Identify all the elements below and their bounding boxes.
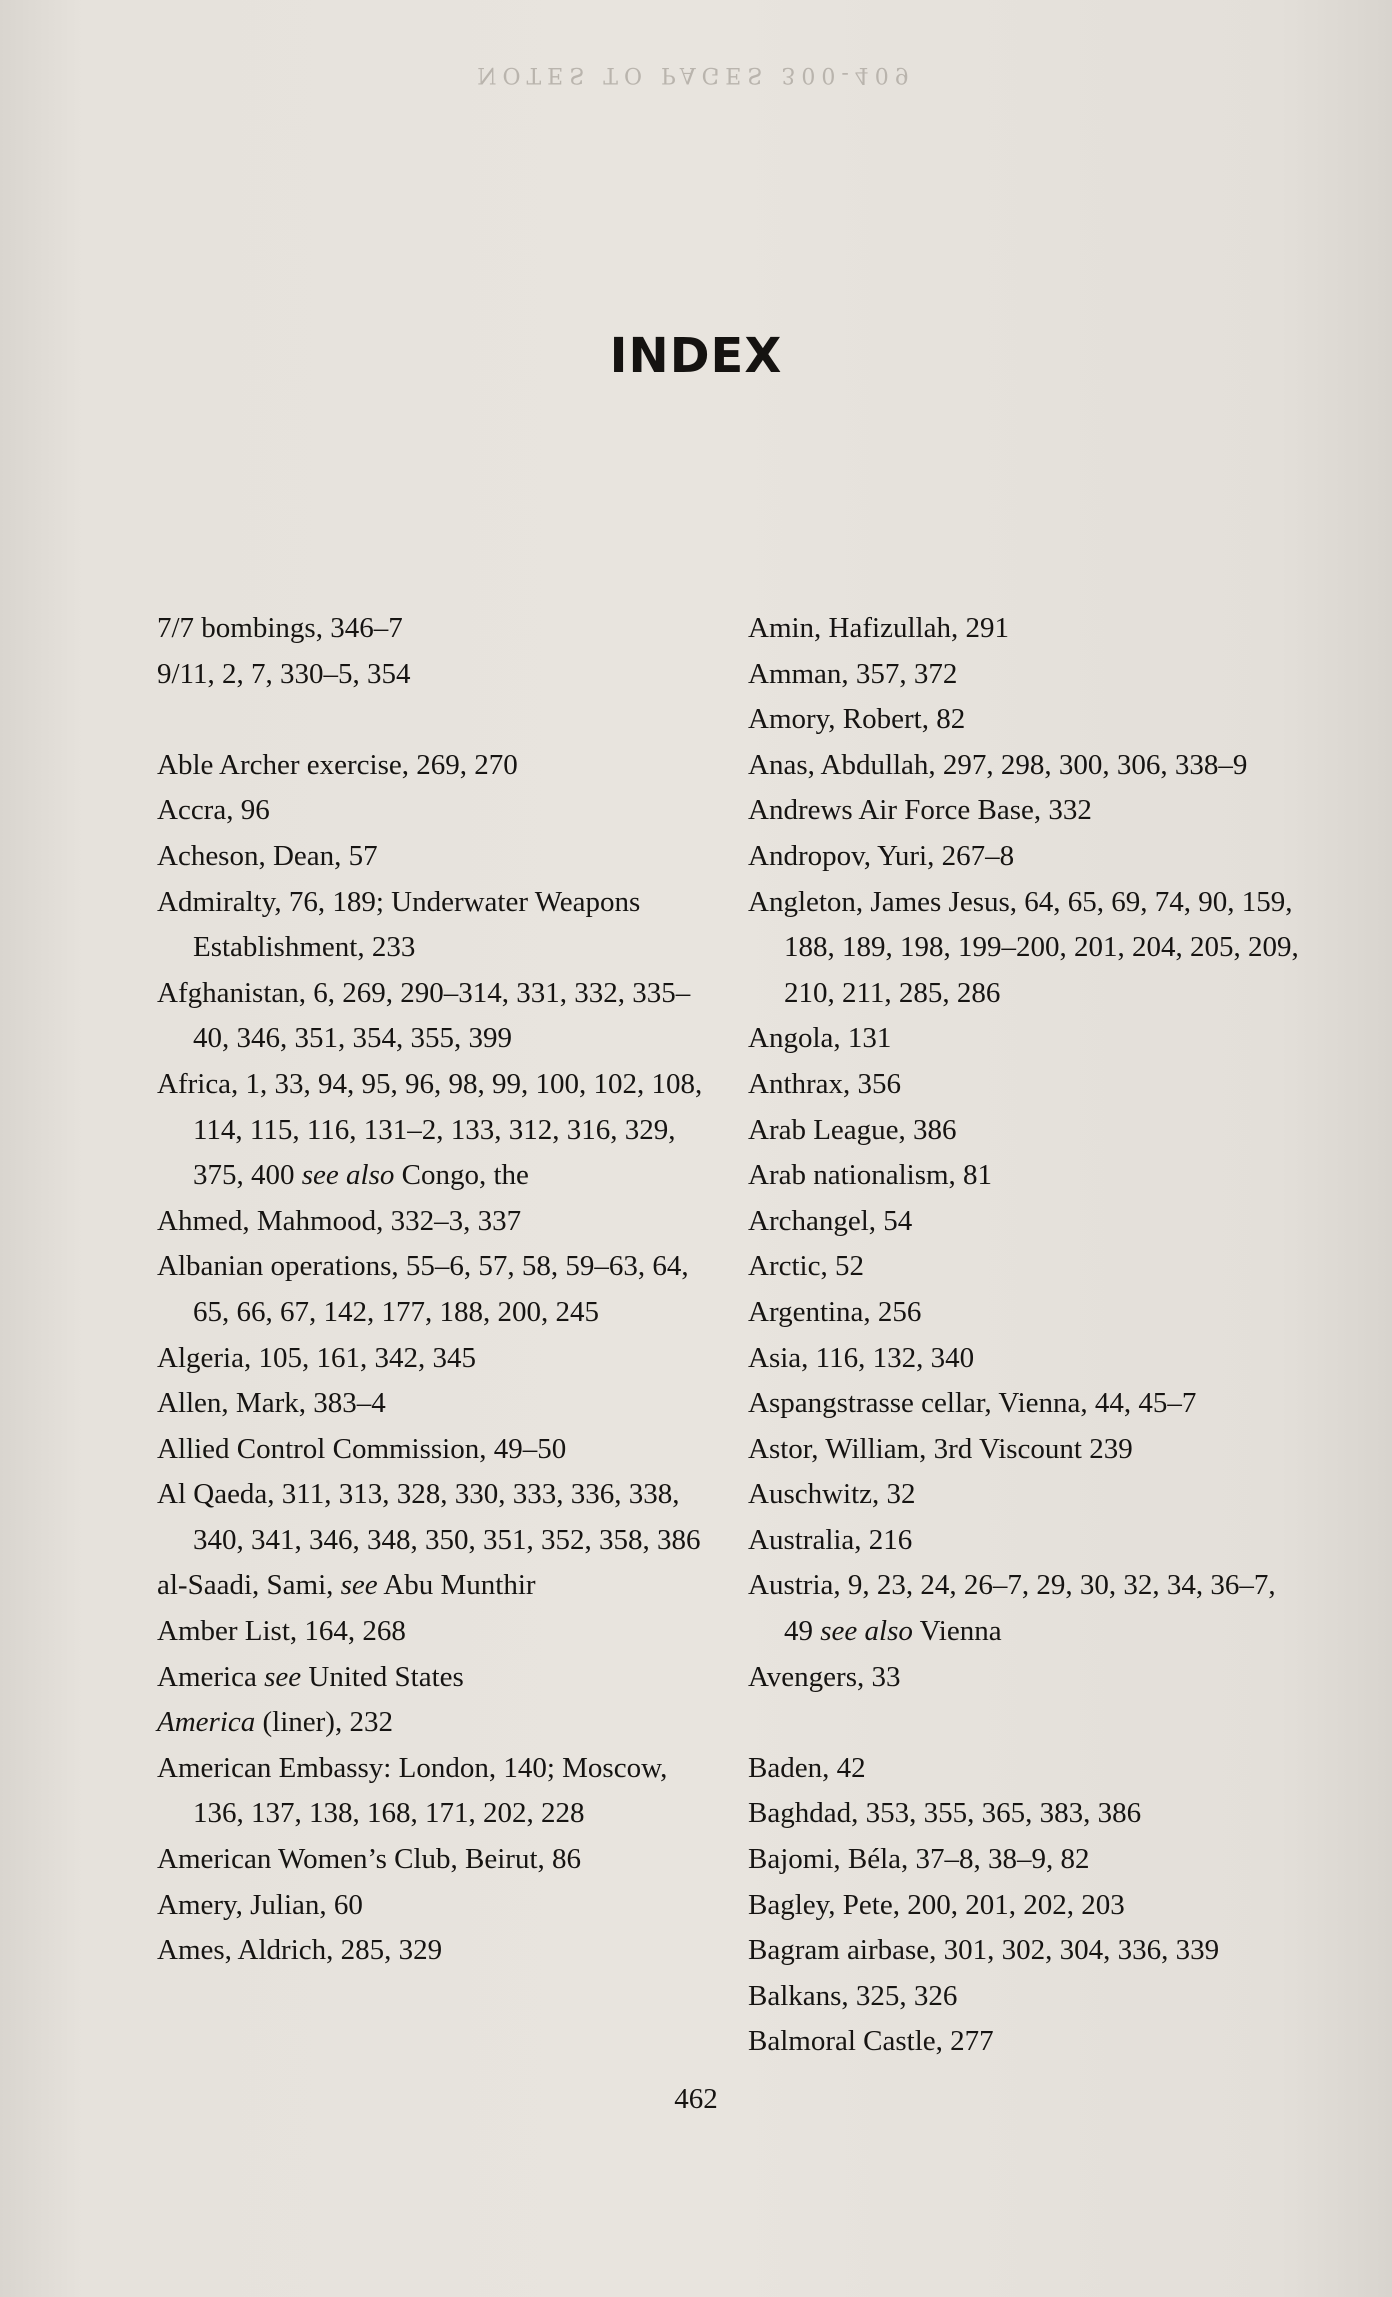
index-column-right: [748, 606, 1308, 2065]
index-entry: Al Qaeda, 311, 313, 328, 330, 333, 336, 338, 340, 341, 346, 348, 350, 351, 352, 358, 386: [157, 1478, 701, 1556]
index-entry: Australia, 216: [748, 1523, 913, 1556]
index-entry: Arctic, 52: [748, 1250, 864, 1283]
index-entry: Bagley, Pete, 200, 201, 202, 203: [748, 1888, 1125, 1921]
index-entry: Auschwitz, 32: [748, 1478, 916, 1511]
page-title: INDEX: [609, 328, 783, 384]
index-entry: Balkans, 325, 326: [748, 1979, 958, 2012]
show-through-running-head: NOTES TO PAGES 300-409: [477, 62, 915, 87]
index-entry: America (liner), 232: [157, 1706, 393, 1739]
index-entry: Angola, 131: [748, 1022, 892, 1055]
index-entry: Astor, William, 3rd Viscount 239: [748, 1432, 1133, 1465]
index-entry: Amery, Julian, 60: [157, 1888, 363, 1921]
index-entry: Bajomi, Béla, 37–8, 38–9, 82: [748, 1843, 1090, 1876]
index-entry: Ahmed, Mahmood, 332–3, 337: [157, 1204, 522, 1237]
index-entry: American Embassy: London, 140; Moscow, 136, 137, 138, 168, 171, 202, 228: [157, 1751, 668, 1830]
index-entry: Acheson, Dean, 57: [157, 839, 378, 872]
index-entry: American Women’s Club, Beirut, 86: [157, 1843, 582, 1876]
index-entry: Admiralty, 76, 189; Underwater Weapons Establishment, 233: [157, 885, 641, 964]
index-entry: Albanian operations, 55–6, 57, 58, 59–63, 64, 65, 66, 67, 142, 177, 188, 200, 245: [157, 1250, 689, 1328]
index-entry: Archangel, 54: [748, 1204, 913, 1237]
index-entry: Amman, 357, 372: [748, 657, 958, 690]
index-entry: Allied Control Commission, 49–50: [157, 1432, 567, 1465]
index-entry: 7/7 bombings, 346–7: [157, 612, 403, 644]
index-entry: Amin, Hafizullah, 291: [748, 612, 1009, 644]
index-entry: Avengers, 33: [748, 1660, 901, 1693]
index-entry: Asia, 116, 132, 340: [748, 1341, 975, 1374]
index-entry: Baghdad, 353, 355, 365, 383, 386: [748, 1797, 1142, 1830]
index-entry: Andropov, Yuri, 267–8: [748, 839, 1015, 872]
index-entry: Bagram airbase, 301, 302, 304, 336, 339: [748, 1934, 1220, 1967]
section-gap: [748, 1700, 1308, 1746]
index-entry: Allen, Mark, 383–4: [157, 1387, 386, 1420]
index-entry: America see United States: [157, 1660, 464, 1693]
index-entry: Anas, Abdullah, 297, 298, 300, 306, 338–9: [748, 748, 1248, 781]
index-entry: Angleton, James Jesus, 64, 65, 69, 74, 90, 159, 188, 189, 198, 199–200, 201, 204, 205, 209, 210, 211, 285, 286: [748, 885, 1299, 1009]
index-entry: Anthrax, 356: [748, 1067, 902, 1100]
index-entry: Argentina, 256: [748, 1295, 922, 1328]
index-entry: Able Archer exercise, 269, 270: [157, 748, 518, 781]
index-entry: Andrews Air Force Base, 332: [748, 794, 1092, 827]
index-entry: al-Saadi, Sami, see Abu Munthir: [157, 1569, 536, 1602]
section-gap: [157, 697, 717, 743]
index-entry: Aspangstrasse cellar, Vienna, 44, 45–7: [748, 1387, 1197, 1420]
page-number: 462: [674, 2083, 718, 2115]
index-entry: Ames, Aldrich, 285, 329: [157, 1934, 443, 1967]
index-entry: Arab League, 386: [748, 1113, 957, 1146]
index-entry: Afghanistan, 6, 269, 290–314, 331, 332, 335–40, 346, 351, 354, 355, 399: [157, 976, 691, 1055]
index-entry: Africa, 1, 33, 94, 95, 96, 98, 99, 100, 102, 108, 114, 115, 116, 131–2, 133, 312, 316, 329, 375, 400 see also Congo, the: [157, 1067, 703, 1192]
index-entry: Amory, Robert, 82: [748, 703, 966, 736]
index-entry: 9/11, 2, 7, 330–5, 354: [157, 657, 411, 690]
index-entry: Austria, 9, 23, 24, 26–7, 29, 30, 32, 34, 36–7, 49 see also Vienna: [748, 1569, 1276, 1648]
index-entry: Arab nationalism, 81: [748, 1159, 993, 1192]
index-entry: Accra, 96: [157, 794, 270, 827]
index-entry: Algeria, 105, 161, 342, 345: [157, 1341, 476, 1374]
index-entry: Amber List, 164, 268: [157, 1615, 406, 1648]
index-column-left: [157, 606, 717, 1974]
index-entry: Baden, 42: [748, 1751, 866, 1784]
index-entry: Balmoral Castle, 277: [748, 2025, 994, 2058]
